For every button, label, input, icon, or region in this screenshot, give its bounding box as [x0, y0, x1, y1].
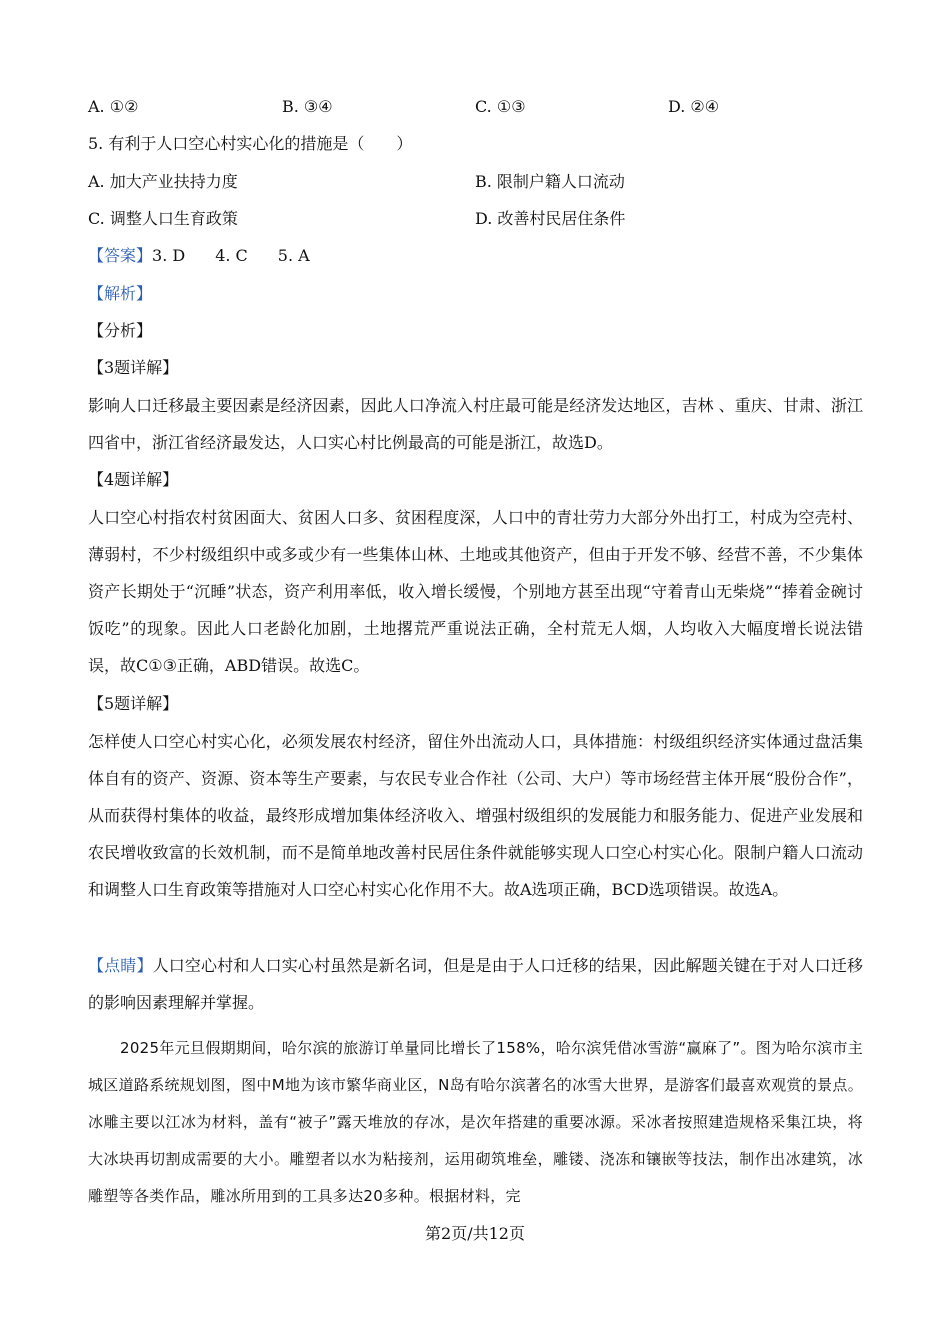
q5-option-b: B. 限制户籍人口流动 — [475, 172, 625, 191]
q3-detail-label: 【3题详解】 — [88, 358, 179, 377]
answer-label: 【答案】 — [88, 246, 153, 265]
q4-option-c: C. ①③ — [475, 97, 526, 116]
analysis-label: 【解析】 — [88, 284, 153, 303]
q4-option-b: B. ③④ — [282, 97, 333, 116]
answer-line — [88, 246, 340, 266]
answer-item: 3. D — [152, 246, 186, 265]
q5-detail-text: 怎样使人口空心村实心化，必须发展农村经济，留住外出流动人口，具体措施：村级组织经济实体通过盘活集体自有的资产、资源、资本等生产要素，与农民专业合作社（公司、大户）等市场经营主体开展“股份合作”，从而获得村集体的收益，最终形成增加集体经济收入、增强村级组织的发展能力和服务能力、促进产业发展和农民增收致富的长效机制，而不是简单地改善村民居住条件就能够实现人口空心村实心化。限制户籍人口流动和调整人口生育政策等措施对人口空心村实心化作用不大。故A选项正确，BCD选项错误。故选A。 — [88, 732, 863, 899]
material-paragraph — [88, 1030, 863, 1215]
dianjing-text: 人口空心村和人口实心村虽然是新名词，但是是由于人口迁移的结果，因此解题关键在于对人口迁移的影响因素理解并掌握。 — [88, 956, 863, 1012]
answer-item: 5. A — [277, 246, 310, 265]
q5-option-a: A. 加大产业扶持力度 — [88, 172, 238, 191]
q5-option-c: C. 调整人口生育政策 — [88, 209, 238, 228]
fenxi-label: 【分析】 — [88, 321, 153, 340]
page-footer: 第2页/共12页 — [425, 1224, 525, 1243]
dianjing-block — [88, 947, 863, 1021]
q4-option-a: A. ①② — [88, 97, 139, 116]
q4-detail-label: 【4题详解】 — [88, 470, 179, 489]
q5-stem: 5. 有利于人口空心村实心化的措施是（ ） — [88, 134, 413, 153]
q5-detail-label: 【5题详解】 — [88, 694, 179, 713]
answer-item: 4. C — [215, 246, 248, 265]
q5-option-d: D. 改善村民居住条件 — [475, 209, 626, 228]
material-text: 2025年元旦假期期间，哈尔滨的旅游订单量同比增长了158%，哈尔滨凭借冰雪游“赢麻了”。图为哈尔滨市主城区道路系统规划图，图中M地为该市繁华商业区，N岛有哈尔滨著名的冰雪大世界，是游客们最喜欢观赏的景点。冰雕主要以江冰为材料，盖有“被子”露天堆放的存冰，是次年搭建的重要冰源。采冰者按照建造规格采集江块，将大冰块再切割成需要的大小。雕塑者以水为粘接剂，运用砌筑堆垒，雕镂、浇冻和镶嵌等技法，制作出冰建筑，冰雕塑等各类作品，雕冰所用到的工具多达20多种。根据材料，完 — [88, 1039, 863, 1205]
q3-detail-text: 影响人口迁移最主要因素是经济因素，因此人口净流入村庄最可能是经济发达地区，吉林 、重庆、甘肃、浙江四省中，浙江省经济最发达，人口实心村比例最高的可能是浙江，故选D。 — [88, 396, 863, 452]
dianjing-label: 【点睛】 — [88, 956, 153, 975]
q4-option-d: D. ②④ — [668, 97, 720, 116]
q4-detail-text: 人口空心村指农村贫困面大、贫困人口多、贫困程度深，人口中的青壮劳力大部分外出打工，村成为空壳村、薄弱村，不少村级组织中或多或少有一些集体山林、土地或其他资产，但由于开发不够、经营不善，不少集体资产长期处于“沉睡”状态，资产利用率低，收入增长缓慢，个别地方甚至出现“守着青山无柴烧”“捧着金碗讨饭吃”的现象。因此人口老龄化加剧，土地撂荒严重说法正确，全村荒无人烟，人均收入大幅度增长说法错误，故C①③正确，ABD错误。故选C。 — [88, 508, 863, 675]
